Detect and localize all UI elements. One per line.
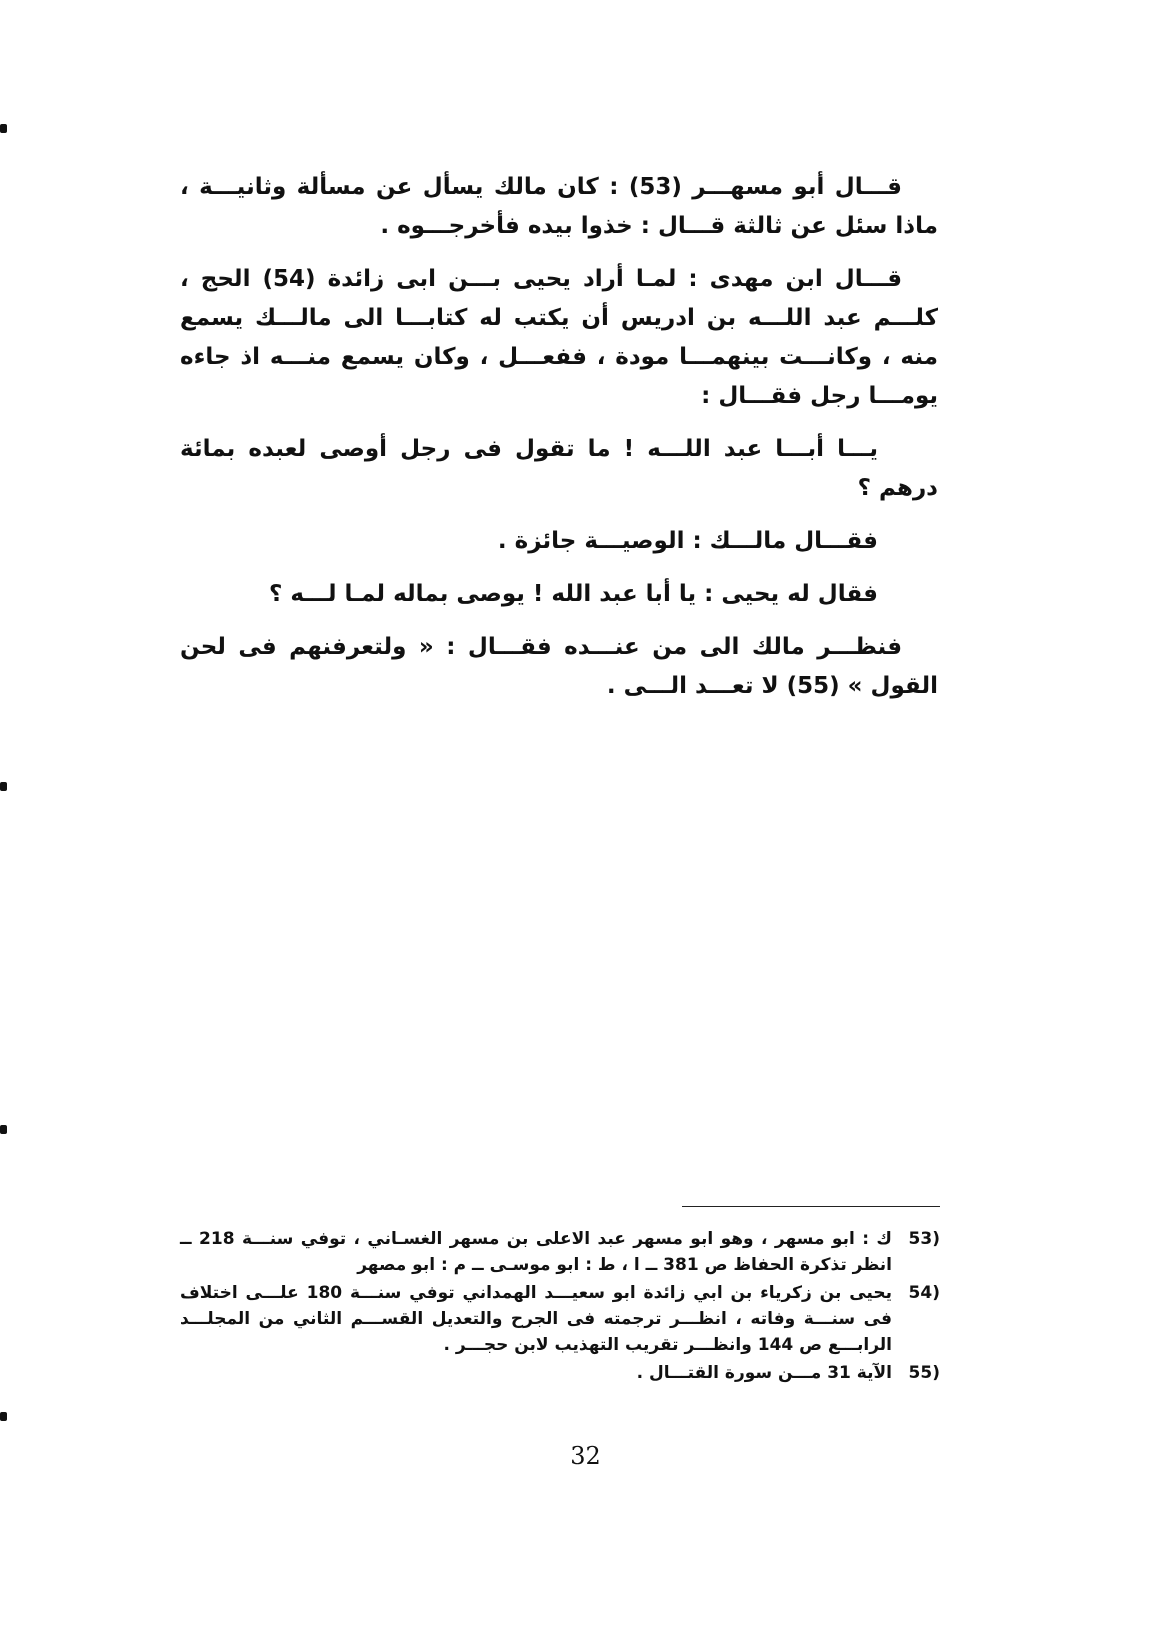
- footnote-text: يحيى بن زكرياء بن ابي زائدة ابو سعيـــد الهمداني توفي سنـــة 180 علـــى اختلاف فى سنـــة وفاته ، انظـــر ترجمته فى الجرح والتعديل القســـم الثاني من المجلـــد الرابـــع ص 144 وانظـــر تقريب التهذيب لابن حجـــر .: [180, 1283, 892, 1355]
- paragraph-malik-reply: فنظـــر مالك الى من عنـــده فقـــال : « ولتعرفنهم فى لحن القول » (55) لا تعـــد الـــى .: [180, 634, 938, 699]
- footnote-53: [180, 1226, 940, 1278]
- footnote-number: (53: [908, 1229, 940, 1249]
- footnote-55: [180, 1360, 940, 1386]
- main-text: [180, 168, 938, 720]
- binding-mark-bottom: [0, 1412, 7, 1421]
- footnote-number: (54: [908, 1283, 940, 1303]
- footnote-text: ك : ابو مسهر ، وهو ابو مسهر عبد الاعلى بن مسهر الغسـاني ، توفي سنـــة 218 ــ انظر تذكرة الحفاظ ص 381 ــ ا ، ط : ابو موسـى ــ م : ابو مصهر: [180, 1229, 892, 1275]
- footnote-54: [180, 1280, 940, 1358]
- footnote-number: (55: [908, 1363, 940, 1383]
- binding-mark-top: [0, 124, 7, 133]
- page-number: 32: [570, 1442, 601, 1470]
- footnote-text: الآية 31 مـــن سورة القتـــال .: [636, 1363, 892, 1383]
- paragraph-abu-mushir: قـــال أبو مسهـــر (53) : كان مالك يسأل عن مسألة وثانيـــة ، ماذا سئل عن ثالثة قـــال : خذوا بيده فأخرجـــوه .: [180, 174, 938, 239]
- footnotes: [180, 1226, 940, 1388]
- paragraph-question: يـــا أبـــا عبد اللـــه ! ما تقول فى رجل أوصى لعبده بمائة درهم ؟: [180, 436, 938, 501]
- paragraph-malik-answer: فقـــال مالـــك : الوصيـــة جائزة .: [497, 528, 878, 554]
- footnote-divider: [682, 1206, 940, 1207]
- paragraph-yahya-question: فقال له يحيى : يا أبا عبد الله ! يوصى بماله لمـا لـــه ؟: [268, 581, 878, 607]
- binding-mark-lower: [0, 1125, 7, 1134]
- binding-mark-middle: [0, 782, 7, 791]
- paragraph-ibn-mahdi: قـــال ابن مهدى : لمـا أراد يحيى بـــن ابى زائدة (54) الحج ، كلـــم عبد اللـــه بن ادريس أن يكتب له كتابـــا الى مالـــك يسمع منه ، وكانـــت بينهمـــا مودة ، ففعـــل ، وكان يسمع منـــه اذ جاءه يومـــا رجل فقـــال :: [180, 266, 938, 409]
